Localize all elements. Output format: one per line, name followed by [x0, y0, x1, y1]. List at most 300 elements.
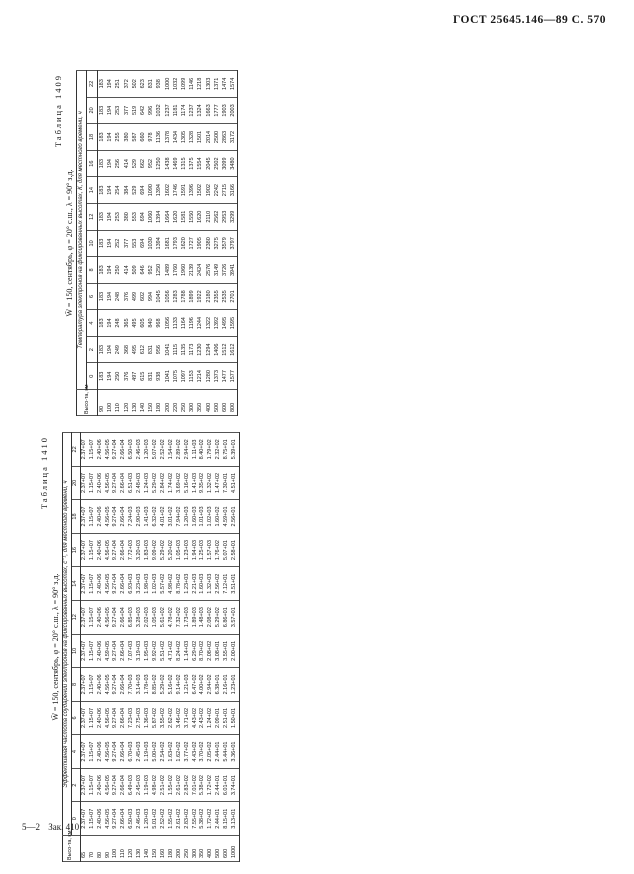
value-cell: 1595: [229, 310, 238, 337]
value-cell: 3941: [229, 257, 238, 284]
table-row: [188, 71, 196, 416]
value-cell: 5.57+02: [160, 567, 168, 601]
value-cell: 377: [123, 230, 131, 257]
value-cell: 587: [131, 124, 139, 151]
value-cell: 8.78+02: [176, 567, 184, 601]
value-cell: 2110: [205, 203, 213, 230]
value-cell: 194: [106, 97, 114, 124]
value-cell: 1283: [172, 283, 180, 310]
value-cell: 3.74+01: [231, 768, 239, 802]
table-row: [199, 433, 207, 862]
value-cell: 2.66+04: [120, 600, 128, 634]
value-cell: 2.66+04: [120, 433, 128, 467]
value-cell: 1.15+07: [89, 433, 97, 467]
value-cell: 2.66+04: [120, 466, 128, 500]
value-cell: 3.55+02: [160, 701, 168, 735]
table-row: [105, 433, 113, 862]
table-row: [164, 71, 172, 416]
value-cell: 1.01+03: [199, 500, 207, 534]
table-row: [231, 433, 239, 862]
value-cell: 1899: [188, 283, 196, 310]
value-cell: 1.72+02: [207, 802, 215, 836]
value-cell: 2.44+01: [215, 768, 223, 802]
value-cell: 1602: [164, 177, 172, 204]
altitude-cell: 120: [123, 390, 131, 416]
value-cell: 1581: [180, 203, 188, 230]
value-cell: 7.72+03: [128, 533, 136, 567]
hour-header: 18: [87, 124, 98, 151]
value-cell: 2.56+01: [231, 500, 239, 534]
table-row: [207, 433, 215, 862]
value-cell: 3797: [229, 230, 238, 257]
value-cell: 194: [106, 124, 114, 151]
value-cell: 7.07+03: [128, 634, 136, 668]
value-cell: 3166: [229, 177, 238, 204]
value-cell: 2.37+07: [80, 634, 88, 668]
hour-header: 0: [87, 363, 98, 390]
value-cell: 2.66+04: [120, 533, 128, 567]
value-cell: 377: [123, 97, 131, 124]
altitude-cell: 1000: [231, 836, 239, 862]
value-cell: 365: [123, 310, 131, 337]
value-cell: 3.69+02: [176, 466, 184, 500]
value-cell: 2139: [188, 257, 196, 284]
value-cell: 2.54+02: [160, 735, 168, 769]
table-1410-caption: Эффективная частота соударений электронов на фиксированных высотах, с⁻¹, для местного времени, ч: [63, 433, 72, 836]
hour-header: 10: [87, 230, 98, 257]
value-cell: 2.37+07: [80, 466, 88, 500]
value-cell: 9.14+02: [176, 668, 184, 702]
value-cell: 7.70+03: [128, 668, 136, 702]
value-cell: 831: [147, 336, 155, 363]
value-cell: 250: [114, 257, 122, 284]
value-cell: 255: [114, 124, 122, 151]
value-cell: 694: [139, 230, 147, 257]
value-cell: 1394: [155, 177, 163, 204]
value-cell: 6.85+03: [128, 600, 136, 634]
value-cell: 1.79+02: [207, 433, 215, 467]
value-cell: 2.45+03: [136, 735, 144, 769]
table-row: [184, 433, 192, 862]
hour-header: 12: [71, 600, 80, 634]
value-cell: 1.24+02: [207, 701, 215, 735]
value-cell: 2.37+07: [80, 768, 88, 802]
value-cell: 6.70+03: [128, 735, 136, 769]
value-cell: 1.74+02: [168, 466, 176, 500]
value-cell: 1591: [180, 177, 188, 204]
altitude-cell: 200: [164, 390, 172, 416]
value-cell: 9.27+04: [112, 668, 120, 702]
value-cell: 5.16+02: [168, 668, 176, 702]
value-cell: 1.41+03: [144, 500, 152, 534]
value-cell: 3149: [213, 257, 221, 284]
value-cell: 1328: [188, 124, 196, 151]
value-cell: 4.59+05: [105, 634, 113, 668]
value-cell: 253: [114, 97, 122, 124]
value-cell: 1793: [172, 230, 180, 257]
altitude-cell: 140: [139, 390, 147, 416]
value-cell: 376: [123, 363, 131, 390]
value-cell: 5.87+02: [152, 701, 160, 735]
value-cell: 1.50+01: [231, 701, 239, 735]
value-cell: 2.66+04: [120, 634, 128, 668]
value-cell: 380: [123, 124, 131, 151]
value-cell: 2.40+06: [97, 634, 105, 668]
value-cell: 8.70+02: [199, 634, 207, 668]
value-cell: 1.15+07: [89, 634, 97, 668]
table-row: [131, 71, 139, 416]
table-row: [128, 433, 136, 862]
value-cell: 9.27+04: [112, 433, 120, 467]
value-cell: 6.38+01: [215, 668, 223, 702]
value-cell: 509: [131, 257, 139, 284]
value-cell: 4.56+05: [105, 768, 113, 802]
value-cell: 2.37+07: [80, 600, 88, 634]
value-cell: 9.09+02: [152, 533, 160, 567]
value-cell: 7.24+03: [128, 500, 136, 534]
value-cell: 194: [106, 283, 114, 310]
value-cell: 194: [106, 257, 114, 284]
value-cell: 9.27+04: [112, 600, 120, 634]
footer-signature: 5—2: [22, 822, 40, 832]
table-1410-title: Таблица 1410: [39, 436, 49, 510]
value-cell: 183: [98, 310, 107, 337]
value-cell: 368: [123, 336, 131, 363]
value-cell: 2.37+07: [80, 567, 88, 601]
value-cell: 968: [155, 310, 163, 337]
value-cell: 1.89+03: [192, 600, 200, 634]
value-cell: 1612: [229, 336, 238, 363]
value-cell: 495: [131, 336, 139, 363]
value-cell: 1041: [164, 363, 172, 390]
altitude-cell: 350: [196, 390, 204, 416]
hour-header: 14: [87, 177, 98, 204]
value-cell: 2.66+04: [120, 735, 128, 769]
value-cell: 4.98+02: [168, 567, 176, 601]
value-cell: 9.27+04: [112, 735, 120, 769]
value-cell: 3.19+03: [136, 634, 144, 668]
value-cell: 1.47+02: [215, 466, 223, 500]
value-cell: 253: [114, 203, 122, 230]
value-cell: 3.70+02: [199, 735, 207, 769]
value-cell: 9.27+04: [112, 634, 120, 668]
value-cell: 1620: [196, 203, 204, 230]
value-cell: 2.66+04: [120, 500, 128, 534]
value-cell: 5.29+02: [215, 600, 223, 634]
value-cell: 1164: [180, 310, 188, 337]
table-1409-title: Таблица 1409: [53, 74, 63, 148]
value-cell: 1060: [147, 203, 155, 230]
value-cell: 2.37+07: [80, 433, 88, 467]
value-cell: 1.95+03: [144, 634, 152, 668]
value-cell: 499: [131, 283, 139, 310]
value-cell: 1502: [196, 177, 204, 204]
value-cell: 2.08+02: [207, 634, 215, 668]
hours-header-row: [87, 71, 98, 416]
table-1410-body: [80, 433, 239, 862]
value-cell: 952: [147, 257, 155, 284]
value-cell: 183: [98, 203, 107, 230]
value-cell: 2.08+02: [207, 600, 215, 634]
value-cell: 1396: [188, 177, 196, 204]
value-cell: 605: [139, 310, 147, 337]
value-cell: 3.57+01: [231, 600, 239, 634]
value-cell: 2045: [205, 150, 213, 177]
value-cell: 2.61+02: [176, 768, 184, 802]
value-cell: 2.46+03: [136, 802, 144, 836]
value-cell: 4.01+02: [160, 500, 168, 534]
value-cell: 4.56+05: [105, 802, 113, 836]
value-cell: 1045: [155, 283, 163, 310]
table-1409-subtitle: W̄ = 150, сентябрь, φ = 20° с.ш., λ = 90° з.д.: [65, 169, 74, 317]
value-cell: 2424: [196, 257, 204, 284]
value-cell: 2.94+02: [207, 668, 215, 702]
value-cell: 2.37+07: [80, 668, 88, 702]
altitude-header: Высо-та, км: [77, 390, 98, 416]
value-cell: 1099: [180, 71, 188, 98]
value-cell: 2.40+06: [97, 600, 105, 634]
value-cell: 3.77+02: [184, 735, 192, 769]
value-cell: 831: [147, 71, 155, 98]
value-cell: 1.15+07: [89, 466, 97, 500]
value-cell: 1.55+02: [168, 802, 176, 836]
value-cell: 840: [147, 310, 155, 337]
value-cell: 7.30+01: [223, 466, 231, 500]
value-cell: 1760: [172, 257, 180, 284]
value-cell: 5.20+02: [168, 533, 176, 567]
value-cell: 4.51+01: [231, 466, 239, 500]
value-cell: 1.19+03: [144, 768, 152, 802]
value-cell: 623: [139, 71, 147, 98]
value-cell: 1.48+03: [199, 600, 207, 634]
table-row: [180, 71, 188, 416]
altitude-cell: 100: [106, 390, 114, 416]
value-cell: 1303: [205, 71, 213, 98]
value-cell: 1574: [229, 71, 238, 98]
value-cell: 5.29+02: [160, 668, 168, 702]
value-cell: 1394: [155, 230, 163, 257]
value-cell: 2355: [213, 283, 221, 310]
value-cell: 2.89+02: [176, 433, 184, 467]
value-cell: 5.38+02: [199, 768, 207, 802]
value-cell: 194: [106, 230, 114, 257]
altitude-cell: 90: [105, 836, 113, 862]
table-row: [160, 433, 168, 862]
value-cell: 9.27+04: [112, 701, 120, 735]
hour-header: 22: [87, 71, 98, 98]
value-cell: 1903: [221, 97, 229, 124]
value-cell: 6.32+02: [152, 500, 160, 534]
value-cell: 1469: [172, 150, 180, 177]
value-cell: 1550: [188, 203, 196, 230]
table-1410-block: [38, 432, 600, 862]
value-cell: 2.61+02: [176, 802, 184, 836]
value-cell: 2.62+02: [168, 701, 176, 735]
altitude-cell: 800: [229, 390, 238, 416]
value-cell: 372: [123, 71, 131, 98]
altitude-cell: 250: [180, 390, 188, 416]
value-cell: 831: [147, 363, 155, 390]
value-cell: 1.15+07: [89, 701, 97, 735]
altitude-cell: 120: [128, 836, 136, 862]
value-cell: 1.78+03: [144, 668, 152, 702]
value-cell: 194: [106, 177, 114, 204]
hour-header: 16: [87, 150, 98, 177]
value-cell: 1.20+03: [144, 433, 152, 467]
value-cell: 4.56+05: [105, 466, 113, 500]
value-cell: 2.02+03: [144, 600, 152, 634]
value-cell: 2502: [213, 150, 221, 177]
value-cell: 529: [131, 177, 139, 204]
value-cell: 183: [98, 124, 107, 151]
table-row: [136, 433, 144, 862]
value-cell: 2.66+04: [120, 768, 128, 802]
table-row: [97, 433, 105, 862]
altitude-cell: 100: [112, 836, 120, 862]
value-cell: 2.40+06: [97, 701, 105, 735]
value-cell: 3.55+01: [223, 634, 231, 668]
value-cell: 1.98+03: [144, 567, 152, 601]
value-cell: 1000: [164, 71, 172, 98]
table-1409-body: [98, 71, 238, 416]
page-footer: [22, 822, 85, 832]
value-cell: 1434: [172, 124, 180, 151]
altitude-cell: 500: [215, 836, 223, 862]
value-cell: 3.28+03: [136, 600, 144, 634]
hour-header: 8: [71, 668, 80, 702]
value-cell: 1.25+03: [199, 533, 207, 567]
value-cell: 1294: [205, 336, 213, 363]
value-cell: 1406: [213, 336, 221, 363]
value-cell: 1394: [155, 203, 163, 230]
value-cell: 9.27+04: [112, 768, 120, 802]
table-row: [205, 71, 213, 416]
value-cell: 194: [106, 336, 114, 363]
value-cell: 9.27+04: [112, 802, 120, 836]
table-row: [229, 71, 238, 416]
value-cell: 1230: [196, 336, 204, 363]
hour-header: 6: [87, 283, 98, 310]
value-cell: 3.14+03: [136, 668, 144, 702]
value-cell: 2180: [205, 283, 213, 310]
value-cell: 5.07+01: [223, 533, 231, 567]
value-cell: 4.56+05: [105, 433, 113, 467]
value-cell: 994: [147, 283, 155, 310]
value-cell: 1.15+07: [89, 567, 97, 601]
value-cell: 5.29+02: [160, 533, 168, 567]
value-cell: 3172: [229, 124, 238, 151]
value-cell: 5.61+02: [160, 600, 168, 634]
table-row: [176, 433, 184, 862]
value-cell: 5.07+02: [152, 433, 160, 467]
table-row: [112, 433, 120, 862]
value-cell: 1090: [147, 177, 155, 204]
value-cell: 1250: [155, 257, 163, 284]
value-cell: 414: [123, 150, 131, 177]
value-cell: 2.66+04: [120, 668, 128, 702]
value-cell: 194: [106, 150, 114, 177]
value-cell: 2003: [229, 97, 238, 124]
value-cell: 1663: [205, 97, 213, 124]
footer-order: Зак. 410: [48, 822, 80, 832]
value-cell: 1196: [188, 310, 196, 337]
value-cell: 2.09+01: [215, 701, 223, 735]
value-cell: 519: [131, 97, 139, 124]
value-cell: 1378: [164, 124, 172, 151]
value-cell: 996: [147, 97, 155, 124]
value-cell: 4.78+02: [168, 600, 176, 634]
value-cell: 3099: [221, 150, 229, 177]
value-cell: 6.49+03: [128, 768, 136, 802]
value-cell: 2.40+06: [97, 533, 105, 567]
value-cell: 1056: [164, 310, 172, 337]
hour-header: 2: [87, 336, 98, 363]
value-cell: 2.37+07: [80, 533, 88, 567]
value-cell: 194: [106, 310, 114, 337]
table-1409: [76, 70, 238, 416]
hour-header: 6: [71, 701, 80, 735]
value-cell: 1.73+03: [184, 600, 192, 634]
value-cell: 2.48+03: [136, 466, 144, 500]
value-cell: 1922: [196, 283, 204, 310]
value-cell: 2.44+01: [215, 735, 223, 769]
value-cell: 2.05+02: [207, 735, 215, 769]
value-cell: 6.50+03: [128, 802, 136, 836]
value-cell: 1727: [188, 230, 196, 257]
value-cell: 1324: [196, 97, 204, 124]
value-cell: 183: [98, 230, 107, 257]
value-cell: 938: [155, 71, 163, 98]
value-cell: 8.40+02: [199, 433, 207, 467]
value-cell: 1.60+03: [192, 500, 200, 534]
value-cell: 1.15+07: [89, 668, 97, 702]
value-cell: 5.16+02: [184, 466, 192, 500]
value-cell: 1.15+07: [89, 533, 97, 567]
value-cell: 1.54+02: [168, 433, 176, 467]
value-cell: 1902: [205, 177, 213, 204]
value-cell: 3.71+02: [184, 701, 192, 735]
value-cell: 1577: [229, 363, 238, 390]
value-cell: 1554: [196, 150, 204, 177]
value-cell: 6.93+03: [128, 567, 136, 601]
value-cell: 5.44+01: [223, 735, 231, 769]
value-cell: 2014: [205, 124, 213, 151]
table-row: [192, 433, 200, 862]
value-cell: 5.51+02: [160, 634, 168, 668]
value-cell: 4.56+05: [105, 600, 113, 634]
value-cell: 3275: [213, 230, 221, 257]
value-cell: 2380: [205, 230, 213, 257]
value-cell: 1960: [180, 257, 188, 284]
altitude-cell: 90: [98, 390, 107, 416]
altitude-cell: 130: [136, 836, 144, 862]
altitude-cell: 180: [155, 390, 163, 416]
value-cell: 4.56+05: [105, 567, 113, 601]
value-cell: 1392: [213, 310, 221, 337]
value-cell: 1.21+03: [184, 668, 192, 702]
value-cell: 2.51+02: [160, 768, 168, 802]
value-cell: 1032: [155, 97, 163, 124]
altitude-cell: 400: [205, 390, 213, 416]
value-cell: 8.75+01: [223, 433, 231, 467]
hour-header: 8: [87, 257, 98, 284]
table-row: [196, 71, 204, 416]
table-row: [168, 433, 176, 862]
value-cell: 2.58+01: [231, 533, 239, 567]
hour-header: 22: [71, 433, 80, 467]
value-cell: 1371: [213, 71, 221, 98]
value-cell: 2.40+06: [97, 668, 105, 702]
